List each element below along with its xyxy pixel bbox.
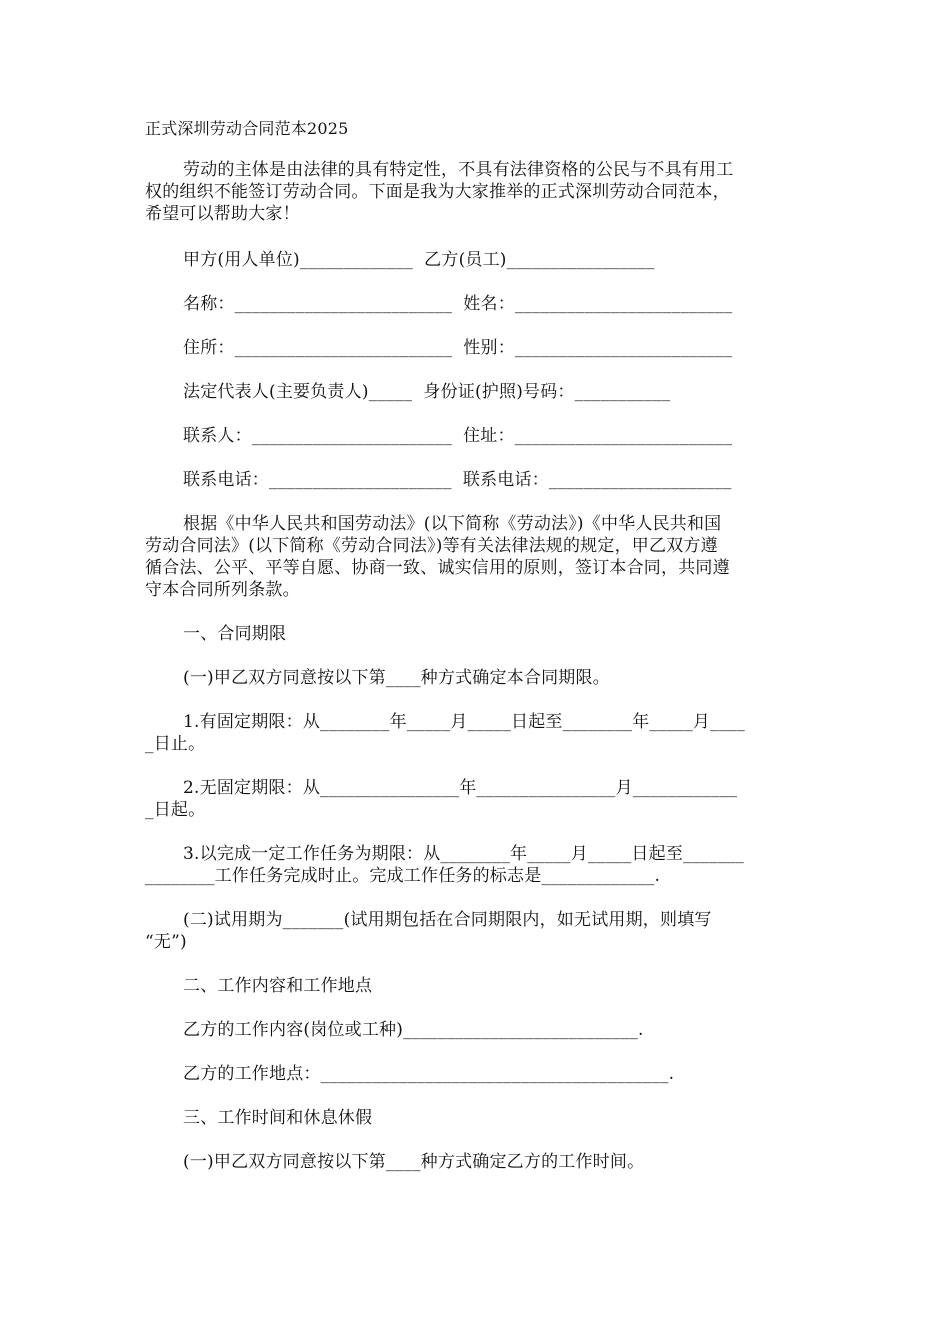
probation-line-2: “无”): [145, 932, 187, 952]
document-title: 正式深圳劳动合同范本2025: [145, 119, 349, 138]
basis-line-4: 守本合同所列条款。: [145, 580, 300, 600]
probation-line-1: (二)试用期为_______(试用期包括在合同期限内，如无试用期，则填写: [183, 910, 712, 930]
work-content-line: 乙方的工作内容(岗位或工种)___________________________.: [183, 1020, 644, 1040]
section-3-item-1: (一)甲乙双方同意按以下第____种方式确定乙方的工作时间。: [183, 1152, 645, 1172]
party-row-4: 法定代表人(主要负责人)_____ 身份证(护照)号码：___________: [183, 382, 671, 402]
party-row-3: 住所：_________________________ 性别：_________________________: [183, 338, 733, 358]
intro-line-1: 劳动的主体是由法律的具有特定性，不具有法律资格的公民与不具有用工: [183, 160, 734, 180]
section-2-heading: 二、工作内容和工作地点: [183, 976, 373, 996]
intro-line-3: 希望可以帮助大家！: [145, 204, 300, 224]
section-1-item-1: (一)甲乙双方同意按以下第____种方式确定本合同期限。: [183, 668, 610, 688]
party-row-1: 甲方(用人单位)_____________ 乙方(员工)_________________: [183, 250, 655, 270]
party-row-6: 联系电话：_____________________ 联系电话：_____________________: [183, 470, 732, 490]
party-row-5: 联系人：_______________________ 住址：_________________________: [183, 426, 733, 446]
fixed-term-line-2: _日止。: [145, 734, 206, 754]
basis-line-2: 劳动合同法》(以下简称《劳动合同法》)等有关法律法规的规定，甲乙双方遵: [145, 536, 718, 556]
task-term-line-2: ________工作任务完成时止。完成工作任务的标志是_____________.: [145, 866, 661, 886]
basis-line-1: 根据《中华人民共和国劳动法》(以下简称《劳动法》)《中华人民共和国: [183, 514, 722, 534]
intro-line-2: 权的组织不能签订劳动合同。下面是我为大家推举的正式深圳劳动合同范本，: [145, 182, 730, 202]
task-term-line-1: 3.以完成一定工作任务为期限：从________年_____月_____日起至_______: [183, 844, 744, 864]
section-3-heading: 三、工作时间和休息休假: [183, 1108, 373, 1128]
party-row-2: 名称：_________________________ 姓名：_________________________: [183, 294, 733, 314]
open-term-line-2: _日起。: [145, 800, 206, 820]
open-term-line-1: 2.无固定期限：从________________年________________月____________: [183, 778, 738, 798]
fixed-term-line-1: 1.有固定期限：从________年_____月_____日起至________年_____月____: [183, 712, 745, 732]
work-location-line: 乙方的工作地点：________________________________________.: [183, 1064, 675, 1084]
section-1-heading: 一、合同期限: [183, 624, 287, 644]
basis-line-3: 循合法、公平、平等自愿、协商一致、诚实信用的原则，签订本合同，共同遵: [145, 558, 730, 578]
